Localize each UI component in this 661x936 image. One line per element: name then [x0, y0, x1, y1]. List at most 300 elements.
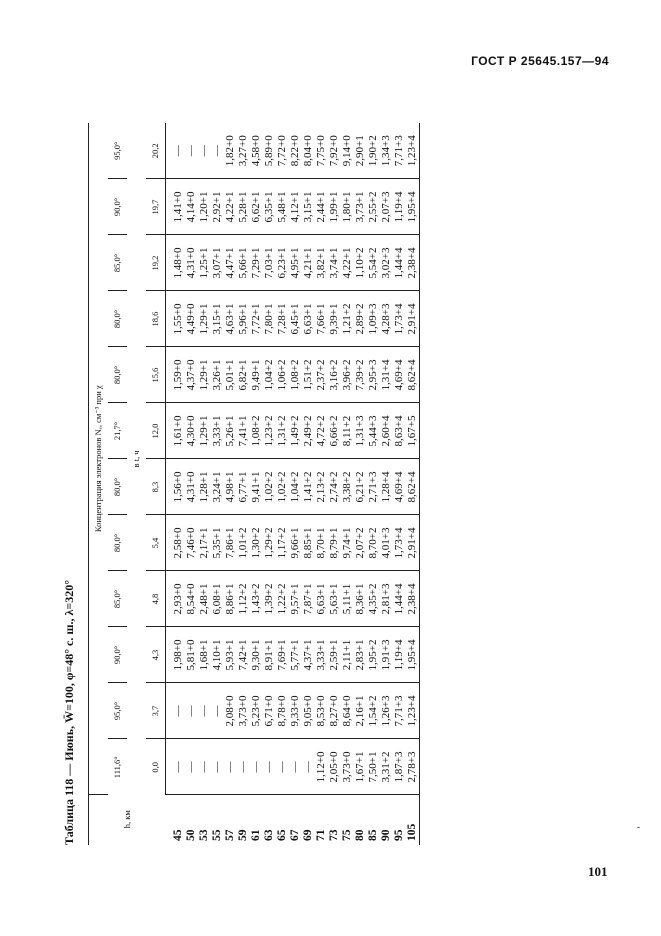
- value-cell: 1,23+4: [406, 683, 420, 739]
- time-header-cell: 12,0: [146, 403, 166, 459]
- table-row: [185, 123, 198, 845]
- value-cell: 1,43+2: [250, 571, 263, 627]
- value-cell: 4,72+2: [315, 403, 328, 459]
- value-cell: 1,19+4: [393, 179, 406, 235]
- value-cell: 2,48+1: [198, 571, 211, 627]
- value-cell: 1,31+2: [276, 403, 289, 459]
- value-cell: 6,63+1: [302, 291, 315, 347]
- value-cell: 2,11+1: [341, 627, 354, 683]
- value-cell: 8,79+1: [328, 515, 341, 571]
- value-cell: 3,15+1: [211, 291, 224, 347]
- value-cell: 7,50+1: [367, 739, 380, 795]
- chi-header-cell: 90,0°: [108, 627, 127, 683]
- table-row: [328, 123, 341, 845]
- value-cell: 8,11+2: [341, 403, 354, 459]
- value-cell: 2,13+2: [315, 459, 328, 515]
- value-cell: 7,42+1: [237, 627, 250, 683]
- value-cell: 1,68+1: [198, 627, 211, 683]
- table-caption: Таблица 118 — Июнь, W̄=100, φ=48° с. ш., λ=320°: [62, 579, 76, 845]
- value-cell: 9,30+1: [250, 627, 263, 683]
- table-row: [380, 123, 393, 845]
- value-cell: 1,44+4: [393, 235, 406, 291]
- value-cell: 2,89+2: [354, 291, 367, 347]
- value-cell: 4,30+0: [185, 403, 198, 459]
- value-cell: —: [211, 683, 224, 739]
- value-cell: 9,33+0: [289, 683, 302, 739]
- value-cell: 1,95+4: [406, 179, 420, 235]
- value-cell: 4,22+1: [224, 179, 237, 235]
- value-cell: 3,82+1: [315, 235, 328, 291]
- value-cell: 6,21+2: [354, 459, 367, 515]
- height-label: h, км: [89, 795, 166, 845]
- value-cell: 2,38+4: [406, 235, 420, 291]
- chi-header-cell: 80,0°: [108, 515, 127, 571]
- value-cell: —: [276, 739, 289, 795]
- value-cell: 6,08+1: [211, 571, 224, 627]
- value-cell: 1,10+2: [354, 235, 367, 291]
- chi-header-cell: 95,0°: [108, 683, 127, 739]
- value-cell: 2,55+2: [367, 179, 380, 235]
- value-cell: 7,03+1: [263, 235, 276, 291]
- value-cell: 1,44+4: [393, 571, 406, 627]
- value-cell: 7,72+1: [250, 291, 263, 347]
- value-cell: 1,22+2: [276, 571, 289, 627]
- value-cell: 5,89+0: [263, 123, 276, 179]
- value-cell: 1,56+0: [166, 459, 186, 515]
- value-cell: 1,90+2: [367, 123, 380, 179]
- height-cell: 50: [185, 829, 197, 841]
- group-header-row: [89, 123, 109, 845]
- time-header-cell: 5,4: [146, 515, 166, 571]
- height-cell: 75: [341, 829, 353, 841]
- value-cell: 1,28+1: [198, 459, 211, 515]
- chi-header-cell: 85,0°: [108, 571, 127, 627]
- time-header-cell: 0,0: [146, 739, 166, 795]
- table-row: [289, 123, 302, 845]
- height-cell: 57: [224, 829, 236, 841]
- value-cell: 1,01+2: [237, 515, 250, 571]
- table-row: [263, 123, 276, 845]
- value-cell: —: [263, 739, 276, 795]
- value-cell: 8,63+4: [393, 403, 406, 459]
- time-header-cell: 18,6: [146, 291, 166, 347]
- value-cell: 8,78+0: [276, 683, 289, 739]
- value-cell: —: [166, 739, 186, 795]
- table-row: [224, 123, 237, 845]
- value-cell: 4,31+0: [185, 235, 198, 291]
- value-cell: 7,92+0: [328, 123, 341, 179]
- value-cell: 1,41+2: [302, 459, 315, 515]
- table-body: [166, 123, 420, 845]
- value-cell: 7,71+3: [393, 683, 406, 739]
- value-cell: 2,07+3: [380, 179, 393, 235]
- height-cell: 63: [263, 829, 275, 841]
- value-cell: 1,87+3: [393, 739, 406, 795]
- value-cell: 3,02+3: [380, 235, 393, 291]
- value-cell: 4,31+0: [185, 459, 198, 515]
- value-cell: 2,93+0: [166, 571, 186, 627]
- value-cell: 7,86+1: [224, 515, 237, 571]
- value-cell: 5,01+1: [224, 347, 237, 403]
- value-cell: 5,11+1: [341, 571, 354, 627]
- value-cell: 6,35+1: [263, 179, 276, 235]
- value-cell: 2,92+1: [211, 179, 224, 235]
- value-cell: 5,26+1: [224, 403, 237, 459]
- value-cell: 2,91+4: [406, 291, 420, 347]
- value-cell: 6,63+1: [315, 571, 328, 627]
- value-cell: 1,19+4: [393, 627, 406, 683]
- value-cell: 1,95+4: [406, 627, 420, 683]
- value-cell: 8,54+0: [185, 571, 198, 627]
- table-row: [166, 123, 186, 845]
- value-cell: —: [166, 123, 186, 179]
- height-cell: 61: [250, 829, 262, 841]
- height-cell: 55: [211, 829, 223, 841]
- value-cell: 3,96+2: [341, 347, 354, 403]
- height-cell: 105: [406, 795, 420, 845]
- value-cell: 7,39+2: [354, 347, 367, 403]
- value-cell: 3,27+0: [237, 123, 250, 179]
- rotated-table-block: [60, 115, 580, 845]
- page-number: 101: [588, 864, 608, 879]
- value-cell: 5,28+1: [237, 179, 250, 235]
- value-cell: 2,74+2: [328, 459, 341, 515]
- value-cell: —: [211, 123, 224, 179]
- value-cell: 8,64+0: [341, 683, 354, 739]
- value-cell: 6,66+2: [328, 403, 341, 459]
- value-cell: 1,12+0: [315, 739, 328, 795]
- time-header-cell: 20,2: [146, 123, 166, 179]
- value-cell: 5,35+1: [211, 515, 224, 571]
- value-cell: 8,27+0: [328, 683, 341, 739]
- value-cell: 6,45+1: [289, 291, 302, 347]
- value-cell: 7,29+1: [250, 235, 263, 291]
- value-cell: 2,16+1: [354, 683, 367, 739]
- value-cell: 1,95+2: [367, 627, 380, 683]
- value-cell: 2,95+3: [367, 347, 380, 403]
- value-cell: 1,23+4: [406, 123, 420, 179]
- value-cell: 3,33+1: [211, 403, 224, 459]
- value-cell: 9,41+1: [250, 459, 263, 515]
- value-cell: 1,49+2: [289, 403, 302, 459]
- value-cell: 1,41+0: [166, 179, 186, 235]
- value-cell: 7,46+0: [185, 515, 198, 571]
- value-cell: 1,48+0: [166, 235, 186, 291]
- chi-header-cell: 90,0°: [108, 179, 127, 235]
- table-row: [341, 123, 354, 845]
- value-cell: 2,58+0: [166, 515, 186, 571]
- value-cell: 1,59+0: [166, 347, 186, 403]
- value-cell: 6,23+1: [276, 235, 289, 291]
- value-cell: 4,98+1: [224, 459, 237, 515]
- value-cell: 2,90+1: [354, 123, 367, 179]
- value-cell: 7,87+1: [302, 571, 315, 627]
- value-cell: 5,44+3: [367, 403, 380, 459]
- electron-concentration-table: [88, 123, 420, 845]
- value-cell: 2,59+1: [328, 627, 341, 683]
- value-cell: 1,31+3: [354, 403, 367, 459]
- value-cell: —: [289, 739, 302, 795]
- value-cell: 1,67+1: [354, 739, 367, 795]
- value-cell: 4,37+0: [185, 347, 198, 403]
- chi-header-cell: 95,0°: [108, 123, 127, 179]
- value-cell: 2,17+1: [198, 515, 211, 571]
- value-cell: 7,69+1: [276, 627, 289, 683]
- value-cell: 5,66+1: [237, 235, 250, 291]
- height-cell: 73: [328, 829, 340, 841]
- group-header: Концентрация электронов Nₑ, см⁻³ при χ: [89, 123, 109, 795]
- value-cell: 2,37+2: [315, 347, 328, 403]
- value-cell: 1,39+2: [263, 571, 276, 627]
- value-cell: 9,39+1: [328, 291, 341, 347]
- value-cell: 8,70+1: [315, 515, 328, 571]
- value-cell: 3,07+1: [211, 235, 224, 291]
- value-cell: 9,66+1: [289, 515, 302, 571]
- value-cell: 1,29+1: [198, 403, 211, 459]
- value-cell: 1,67+5: [406, 403, 420, 459]
- chi-header-cell: 85,0°: [108, 235, 127, 291]
- time-row: [146, 123, 166, 845]
- value-cell: —: [211, 739, 224, 795]
- value-cell: 8,70+2: [367, 515, 380, 571]
- value-cell: 1,28+4: [380, 459, 393, 515]
- height-cell: 80: [354, 829, 366, 841]
- value-cell: 4,10+1: [211, 627, 224, 683]
- value-cell: 6,77+1: [237, 459, 250, 515]
- value-cell: 8,86+1: [224, 571, 237, 627]
- value-cell: 1,34+3: [380, 123, 393, 179]
- value-cell: 7,75+0: [315, 123, 328, 179]
- value-cell: 2,81+3: [380, 571, 393, 627]
- value-cell: —: [185, 683, 198, 739]
- value-cell: 2,07+2: [354, 515, 367, 571]
- value-cell: 1,06+2: [276, 347, 289, 403]
- value-cell: 3,24+1: [211, 459, 224, 515]
- value-cell: 1,26+3: [380, 683, 393, 739]
- height-cell: 53: [198, 829, 210, 841]
- value-cell: 7,41+1: [237, 403, 250, 459]
- chi-header-cell: 111,6°: [112, 756, 122, 779]
- value-cell: 8,53+0: [315, 683, 328, 739]
- value-cell: —: [237, 739, 250, 795]
- value-cell: 1,20+1: [198, 179, 211, 235]
- chi-header-cell: 80,0°: [108, 459, 127, 515]
- value-cell: 4,22+1: [341, 235, 354, 291]
- value-cell: 4,35+2: [367, 571, 380, 627]
- value-cell: 2,08+0: [224, 683, 237, 739]
- value-cell: 6,62+1: [250, 179, 263, 235]
- height-cell: 85: [367, 829, 379, 841]
- value-cell: 8,36+1: [354, 571, 367, 627]
- value-cell: —: [185, 739, 198, 795]
- value-cell: 4,69+4: [393, 459, 406, 515]
- value-cell: 1,29+2: [263, 515, 276, 571]
- table-row: [393, 123, 406, 845]
- value-cell: 4,58+0: [250, 123, 263, 179]
- value-cell: 1,82+0: [224, 123, 237, 179]
- height-cell: 95: [393, 829, 405, 841]
- height-cell: 90: [380, 829, 392, 841]
- value-cell: 7,80+1: [263, 291, 276, 347]
- value-cell: —: [166, 683, 186, 739]
- chi-header-cell: 21,7°: [108, 403, 127, 459]
- table-row: [302, 123, 315, 845]
- value-cell: 7,71+3: [393, 123, 406, 179]
- value-cell: 1,73+4: [393, 515, 406, 571]
- value-cell: 7,72+0: [276, 123, 289, 179]
- value-cell: 9,14+0: [341, 123, 354, 179]
- value-cell: —: [198, 739, 211, 795]
- value-cell: 6,82+1: [237, 347, 250, 403]
- value-cell: 4,37+1: [302, 627, 315, 683]
- value-cell: 8,22+0: [289, 123, 302, 179]
- time-header-cell: 15,6: [146, 347, 166, 403]
- time-header-cell: 4,3: [146, 627, 166, 683]
- value-cell: 1,61+0: [166, 403, 186, 459]
- value-cell: 1,09+3: [367, 291, 380, 347]
- height-cell: 69: [302, 829, 314, 841]
- value-cell: 1,98+0: [166, 627, 186, 683]
- time-header-cell: 8,3: [146, 459, 166, 515]
- value-cell: 4,95+1: [289, 235, 302, 291]
- value-cell: 2,91+4: [406, 515, 420, 571]
- time-header-cell: 19,2: [146, 235, 166, 291]
- time-header-cell: 19,7: [146, 179, 166, 235]
- value-cell: 2,38+4: [406, 571, 420, 627]
- value-cell: 8,62+4: [406, 459, 420, 515]
- table-row: [211, 123, 224, 845]
- table-row: [367, 123, 380, 845]
- standard-header: ГОСТ Р 25645.157—94: [471, 54, 609, 68]
- value-cell: —: [250, 739, 263, 795]
- value-cell: 4,21+1: [302, 235, 315, 291]
- value-cell: 5,93+1: [224, 627, 237, 683]
- height-cell: 59: [237, 829, 249, 841]
- value-cell: 1,30+2: [250, 515, 263, 571]
- value-cell: 4,12+1: [289, 179, 302, 235]
- value-cell: 3,16+2: [328, 347, 341, 403]
- value-cell: 8,62+4: [406, 347, 420, 403]
- value-cell: 1,02+2: [263, 459, 276, 515]
- time-header-cell: 3,7: [146, 683, 166, 739]
- value-cell: 2,49+2: [302, 403, 315, 459]
- value-cell: 2,71+3: [367, 459, 380, 515]
- value-cell: 9,05+0: [302, 683, 315, 739]
- value-cell: —: [185, 123, 198, 179]
- value-cell: 3,74+1: [328, 235, 341, 291]
- value-cell: 5,77+1: [289, 627, 302, 683]
- height-cell: 65: [276, 829, 288, 841]
- height-cell: 45: [171, 829, 184, 841]
- table-row: [237, 123, 250, 845]
- value-cell: 3,33+1: [315, 627, 328, 683]
- value-cell: 3,73+1: [354, 179, 367, 235]
- value-cell: —: [198, 123, 211, 179]
- value-cell: 4,28+3: [380, 291, 393, 347]
- value-cell: 2,44+1: [315, 179, 328, 235]
- value-cell: 9,57+1: [289, 571, 302, 627]
- corner-mark: -: [637, 823, 641, 833]
- value-cell: 1,73+4: [393, 291, 406, 347]
- value-cell: 3,73+0: [237, 683, 250, 739]
- value-cell: 1,23+2: [263, 403, 276, 459]
- value-cell: 1,04+2: [289, 459, 302, 515]
- value-cell: 8,85+1: [302, 515, 315, 571]
- table-row: [406, 123, 420, 845]
- value-cell: 5,96+1: [237, 291, 250, 347]
- value-cell: 1,29+1: [198, 291, 211, 347]
- chi-header-cell: 80,0°: [108, 347, 127, 403]
- time-header-cell: 4,8: [146, 571, 166, 627]
- value-cell: 1,17+2: [276, 515, 289, 571]
- chi-row: [108, 123, 127, 845]
- value-cell: 2,78+3: [406, 739, 420, 795]
- value-cell: 4,14+0: [185, 179, 198, 235]
- value-cell: 1,25+1: [198, 235, 211, 291]
- value-cell: 4,69+4: [393, 347, 406, 403]
- value-cell: 1,54+2: [367, 683, 380, 739]
- value-cell: —: [224, 739, 237, 795]
- value-cell: 4,49+0: [185, 291, 198, 347]
- value-cell: 6,71+0: [263, 683, 276, 739]
- value-cell: 1,21+2: [341, 291, 354, 347]
- table-row: [250, 123, 263, 845]
- value-cell: 3,31+2: [380, 739, 393, 795]
- table-row: [315, 123, 328, 845]
- chi-header-cell: 80,0°: [108, 291, 127, 347]
- value-cell: 5,81+0: [185, 627, 198, 683]
- value-cell: 1,31+4: [380, 347, 393, 403]
- value-cell: 3,38+2: [341, 459, 354, 515]
- value-cell: 1,04+2: [263, 347, 276, 403]
- value-cell: 1,91+3: [380, 627, 393, 683]
- value-cell: 1,51+2: [302, 347, 315, 403]
- value-cell: 1,08+2: [250, 403, 263, 459]
- value-cell: —: [302, 739, 315, 795]
- value-cell: 5,63+1: [328, 571, 341, 627]
- value-cell: 3,26+1: [211, 347, 224, 403]
- table-row: [354, 123, 367, 845]
- value-cell: 9,49+1: [250, 347, 263, 403]
- value-cell: 1,08+2: [289, 347, 302, 403]
- value-cell: 1,55+0: [166, 291, 186, 347]
- value-cell: 1,29+1: [198, 347, 211, 403]
- height-cell: 71: [315, 829, 327, 841]
- value-cell: 2,83+1: [354, 627, 367, 683]
- value-cell: 2,05+0: [328, 739, 341, 795]
- value-cell: 7,28+1: [276, 291, 289, 347]
- value-cell: 4,47+1: [224, 235, 237, 291]
- value-cell: 9,74+1: [341, 515, 354, 571]
- value-cell: 1,02+2: [276, 459, 289, 515]
- table-row: [276, 123, 289, 845]
- value-cell: 3,15+1: [302, 179, 315, 235]
- value-cell: 1,12+2: [237, 571, 250, 627]
- value-cell: 7,66+1: [315, 291, 328, 347]
- height-cell: 67: [289, 829, 301, 841]
- time-label: в t, ч: [131, 450, 141, 468]
- value-cell: 2,60+4: [380, 403, 393, 459]
- value-cell: 4,63+1: [224, 291, 237, 347]
- table-row: [198, 123, 211, 845]
- value-cell: —: [198, 683, 211, 739]
- time-label-row: [127, 123, 146, 845]
- value-cell: 8,91+1: [263, 627, 276, 683]
- value-cell: 4,01+3: [380, 515, 393, 571]
- value-cell: 3,73+0: [341, 739, 354, 795]
- value-cell: 1,99+1: [328, 179, 341, 235]
- value-cell: 5,23+0: [250, 683, 263, 739]
